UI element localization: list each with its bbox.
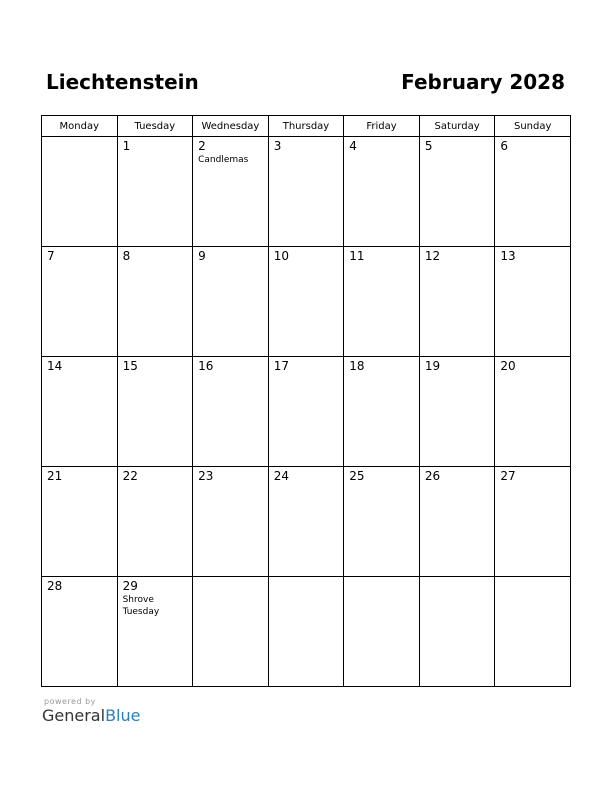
day-number: 25 — [349, 469, 365, 483]
day-number: 2 — [198, 139, 206, 153]
day-cell — [344, 247, 420, 357]
day-cell — [268, 467, 344, 577]
day-cell — [42, 577, 118, 687]
week-row — [42, 467, 571, 577]
week-row — [42, 137, 571, 247]
day-cell — [193, 467, 269, 577]
day-cell — [117, 247, 193, 357]
day-number: 24 — [273, 469, 289, 483]
weekday-thursday: Thursday — [268, 116, 344, 137]
weekday-friday: Friday — [344, 116, 420, 137]
month-title: February 2028 — [401, 70, 565, 94]
day-cell — [495, 577, 571, 687]
day-cell — [42, 247, 118, 357]
day-number: 12 — [424, 249, 441, 263]
week-row — [42, 247, 571, 357]
day-cell — [42, 357, 118, 467]
day-number: 7 — [47, 249, 55, 263]
day-number: 20 — [500, 359, 516, 373]
day-cell — [268, 577, 344, 687]
day-number: 15 — [122, 359, 138, 373]
day-number: 18 — [349, 359, 365, 373]
day-number: 4 — [349, 139, 357, 153]
day-cell — [344, 137, 420, 247]
day-number: 1 — [122, 139, 131, 153]
day-cell — [117, 137, 193, 247]
day-number: 16 — [198, 359, 214, 373]
day-cell — [268, 137, 344, 247]
calendar-grid — [41, 115, 571, 687]
day-cell — [495, 467, 571, 577]
day-cell — [419, 467, 495, 577]
week-row — [42, 577, 571, 687]
day-number: 21 — [47, 469, 63, 483]
day-cell — [193, 577, 269, 687]
day-number: 11 — [349, 249, 365, 263]
weekday-saturday: Saturday — [419, 116, 495, 137]
day-cell — [419, 137, 495, 247]
day-number: 6 — [500, 139, 509, 153]
day-cell — [117, 357, 193, 467]
day-number: 22 — [122, 469, 138, 483]
day-number: 3 — [273, 139, 282, 153]
day-number: 17 — [273, 359, 289, 373]
day-cell — [344, 577, 420, 687]
brand-blue-text: Blue — [105, 706, 141, 725]
weekday-header-row — [42, 116, 571, 137]
day-cell — [419, 247, 495, 357]
day-cell — [268, 357, 344, 467]
day-cell — [42, 467, 118, 577]
day-cell — [495, 247, 571, 357]
powered-by-label: powered by — [44, 697, 96, 706]
day-number: 8 — [122, 249, 131, 263]
day-cell — [344, 467, 420, 577]
day-number: 26 — [424, 469, 441, 483]
day-number: 5 — [424, 139, 433, 153]
day-number: 27 — [500, 469, 516, 483]
day-cell — [344, 357, 420, 467]
weekday-monday: Monday — [42, 116, 118, 137]
day-cell — [117, 467, 193, 577]
day-cell — [42, 137, 118, 247]
brand-general-text: General — [42, 706, 106, 725]
day-number: 9 — [198, 249, 206, 263]
day-number: 29 — [122, 579, 138, 593]
day-cell — [268, 247, 344, 357]
day-cell — [495, 137, 571, 247]
week-row — [42, 357, 571, 467]
day-number: 23 — [198, 469, 214, 483]
weekday-sunday: Sunday — [495, 116, 571, 137]
weekday-tuesday: Tuesday — [117, 116, 193, 137]
weekday-wednesday: Wednesday — [193, 116, 269, 137]
day-cell — [193, 137, 269, 247]
day-number: 14 — [47, 359, 63, 373]
day-cell — [193, 357, 269, 467]
day-cell — [419, 577, 495, 687]
day-number: 10 — [273, 249, 289, 263]
holiday-label: Shrove Tuesday — [122, 595, 160, 617]
day-cell — [419, 357, 495, 467]
day-cell — [117, 577, 193, 687]
day-number: 28 — [47, 579, 63, 593]
footer-brand — [42, 697, 140, 725]
brand-logo — [42, 706, 140, 725]
day-number: 19 — [424, 359, 441, 373]
country-title: Liechtenstein — [46, 70, 199, 94]
day-cell — [495, 357, 571, 467]
holiday-label: Candlemas — [198, 155, 249, 165]
day-cell — [193, 247, 269, 357]
day-number: 13 — [500, 249, 516, 263]
